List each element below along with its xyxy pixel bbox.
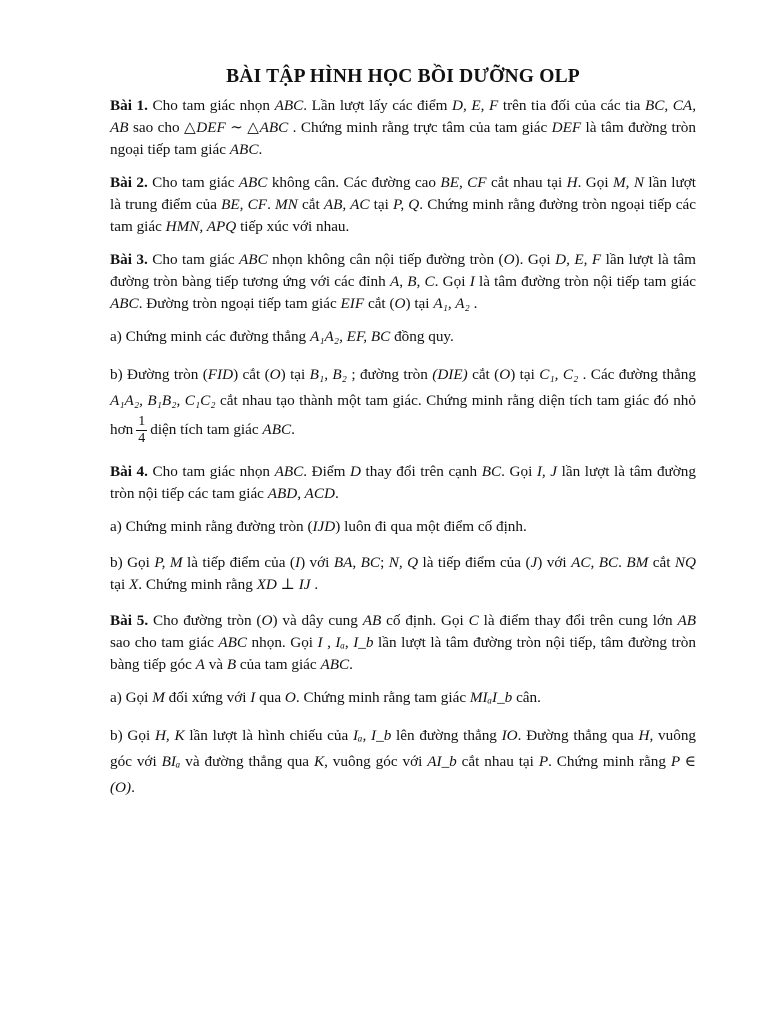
problem-3: Bài 3. Cho tam giác ABC nhọn không cân nội tiếp đường tròn (O). Gọi D, E, F lần lượt là tâm đường tròn bàng tiếp tương ứng với các đỉnh A, B, C. Gọi I là tâm đường tròn nội tiếp tam giác ABC. Đường tròn ngoại tiếp tam giác EIF cắt (O) tại A₁, A₂ . bbox=[110, 251, 696, 312]
problem-4: Bài 4. Cho tam giác nhọn ABC. Điểm D thay đổi trên cạnh BC. Gọi I, J lần lượt là tâm đường tròn nội tiếp các tam giác ABD, ACD. bbox=[110, 463, 696, 502]
problem-5: Bài 5. Cho đường tròn (O) và dây cung AB cố định. Gọi C là điểm thay đổi trên cung lớn AB sao cho tam giác ABC nhọn. Gọi I , Iₐ, I_b lần lượt là tâm đường tròn nội tiếp, tâm đường tròn bàng tiếp góc A và B của tam giác ABC. bbox=[110, 612, 696, 673]
problem-label: Bài 4. bbox=[110, 463, 148, 480]
problem-3-part-b: b) Đường tròn (FID) cắt (O) tại B₁, B₂ ; đường tròn (DIE) cắt (O) tại C₁, C₂ . Các đường thẳng A₁A₂, B₁B₂, C₁C₂ cắt nhau tạo thành một tam giác. Chứng minh rằng diện tích tam giác đó nhỏ hơn $\frac{1}{4}$ diện tích tam giác ABC. bbox=[110, 366, 696, 446]
problem-label: Bài 3. bbox=[110, 251, 148, 268]
problem-1: Bài 1. Cho tam giác nhọn ABC. Lần lượt lấy các điểm D, E, F trên tia đối của các tia BC, CA, AB sao cho △DEF ∼ △ABC . Chứng minh rằng trực tâm của tam giác DEF là tâm đường tròn ngoại tiếp tam giác ABC. bbox=[110, 97, 697, 158]
problem-2: Bài 2. Cho tam giác ABC không cân. Các đường cao BE, CF cắt nhau tại H. Gọi M, N lần lượt là trung điểm của BE, CF. MN cắt AB, AC tại P, Q. Chứng minh rằng đường tròn ngoại tiếp các tam giác HMN, APQ tiếp xúc với nhau. bbox=[110, 174, 697, 235]
fraction-one-quarter: $\frac{1}{4}$ bbox=[138, 414, 146, 446]
problem-label: Bài 2. bbox=[110, 174, 148, 191]
problem-label: Bài 5. bbox=[110, 612, 149, 629]
problem-5-part-b: b) Gọi H, K lần lượt là hình chiếu của Iₐ, I_b lên đường thẳng IO. Đường thẳng qua H, vuông góc với BIₐ và đường thẳng qua K, vuông góc với AI_b cắt nhau tại P. Chứng minh rằng P ∈ (O). bbox=[110, 727, 697, 796]
problem-5-part-a: a) Gọi M đối xứng với I qua O. Chứng minh rằng tam giác MIₐI_b cân. bbox=[110, 689, 541, 706]
problem-label: Bài 1. bbox=[110, 97, 148, 114]
math-membership: P ∈ (O) bbox=[110, 753, 697, 796]
document-page bbox=[110, 66, 696, 815]
page-title: BÀI TẬP HÌNH HỌC BỒI DƯỠNG OLP bbox=[226, 66, 580, 87]
problem-3-part-a: a) Chứng minh các đường thẳng A₁A₂, EF, BC đồng quy. bbox=[110, 328, 454, 345]
problem-4-part-b: b) Gọi P, M là tiếp điểm của (I) với BA, BC; N, Q là tiếp điểm của (J) với AC, BC. BM cắt NQ tại X. Chứng minh rằng XD ⊥ IJ . bbox=[110, 554, 697, 593]
math-similarity: △DEF ∼ △ABC bbox=[183, 119, 289, 136]
problem-4-part-a: a) Chứng minh rằng đường tròn (IJD) luôn đi qua một điểm cố định. bbox=[110, 518, 527, 535]
math-perpendicular: XD ⊥ IJ bbox=[256, 576, 311, 593]
